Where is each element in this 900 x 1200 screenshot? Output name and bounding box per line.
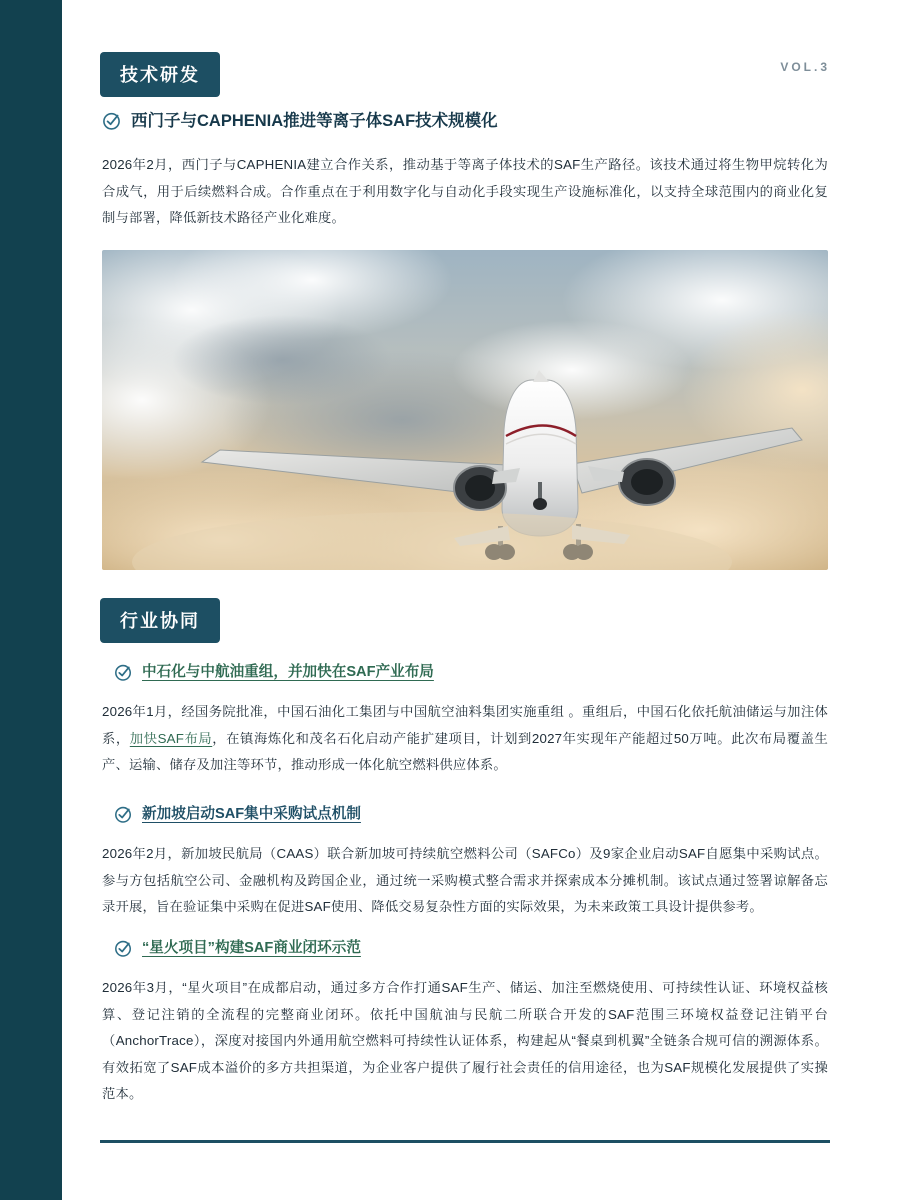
article-item-1-title[interactable]: 中石化与中航油重组，并加快在SAF产业布局 bbox=[142, 664, 434, 680]
article-item-3-body: 2026年3月，“星火项目”在成都启动，通过多方合作打通SAF生产、储运、加注至燃烧使用、可持续性认证、环境权益核算、登记注销的全流程的完整商业闭环。依托中国航油与民航二所联合开发的SAF范围三环境权益登记注销平台（AnchorTrace），深度对接国内外通用航空燃料可持续性认证体系，构建起从“餐桌到机翼”全链条合规可信的溯源体系。有效拓宽了SAF成本溢价的多方共担渠道，为企业客户提供了履行社会责任的信用途径，也为SAF规模化发展提供了实操范本。 bbox=[102, 980, 828, 1102]
footer-rule bbox=[100, 1140, 830, 1143]
article-item-3-title[interactable]: “星火项目”构建SAF商业闭环示范 bbox=[142, 940, 361, 956]
check-circle-icon bbox=[114, 805, 133, 829]
section-tag-technology bbox=[100, 52, 220, 97]
article-item-1-body-part1: 2026年1月，经国务院批准，中国石油化工集团与中国航空油料集团实施重组 。重组后，中国石化依托航油储运与加注体系， bbox=[102, 704, 828, 746]
article-item-2-head bbox=[114, 804, 828, 829]
article-headline-text: 西门子与CAPHENIA推进等离子体SAF技术规模化 bbox=[131, 112, 498, 130]
volume-label: VOL.3 bbox=[780, 60, 830, 74]
article-item-1-body bbox=[102, 699, 828, 779]
check-circle-icon bbox=[114, 663, 133, 687]
article-headline-technology bbox=[102, 110, 828, 136]
article-item-1-inline-link[interactable]: 加快SAF布局 bbox=[129, 730, 213, 746]
aircraft-photo bbox=[102, 250, 828, 570]
section-tag-label-industry: 行业协同 bbox=[100, 598, 220, 643]
article-item-1-body-part2: ，在镇海炼化和茂名石化启动产能扩建项目，计划到2027年实现年产能超过50万吨。此次布局覆盖生产、运输、储存及加注等环节，推动形成一体化航空燃料供应体系。 bbox=[102, 730, 828, 773]
section-tag-industry bbox=[100, 598, 220, 643]
article-item-2 bbox=[102, 804, 828, 921]
check-circle-icon bbox=[102, 111, 122, 136]
left-accent-bar bbox=[0, 0, 62, 1200]
check-circle-icon bbox=[114, 939, 133, 963]
article-item-1 bbox=[102, 662, 828, 779]
article-item-2-body: 2026年2月，新加坡民航局（CAAS）联合新加坡可持续航空燃料公司（SAFCo）及9家企业启动SAF自愿集中采购试点。参与方包括航空公司、金融机构及跨国企业，通过统一采购模式整合需求并探索成本分摊机制。该试点通过签署谅解备忘录开展，旨在验证集中采购在促进SAF使用、降低交易复杂性方面的实际效果，为未来政策工具设计提供参考。 bbox=[102, 846, 828, 915]
article-body-technology: 2026年2月，西门子与CAPHENIA建立合作关系，推动基于等离子体技术的SAF生产路径。该技术通过将生物甲烷转化为合成气，用于后续燃料合成。合作重点在于利用数字化与自动化手段实现生产设施标准化，以支持全球范围内的商业化复制与部署，降低新技术路径产业化难度。 bbox=[102, 157, 828, 226]
article-item-2-title[interactable]: 新加坡启动SAF集中采购试点机制 bbox=[142, 806, 361, 822]
article-item-3 bbox=[102, 938, 828, 1108]
section-tag-label: 技术研发 bbox=[100, 52, 220, 97]
article-item-3-head bbox=[114, 938, 828, 963]
article-item-1-head bbox=[114, 662, 828, 687]
